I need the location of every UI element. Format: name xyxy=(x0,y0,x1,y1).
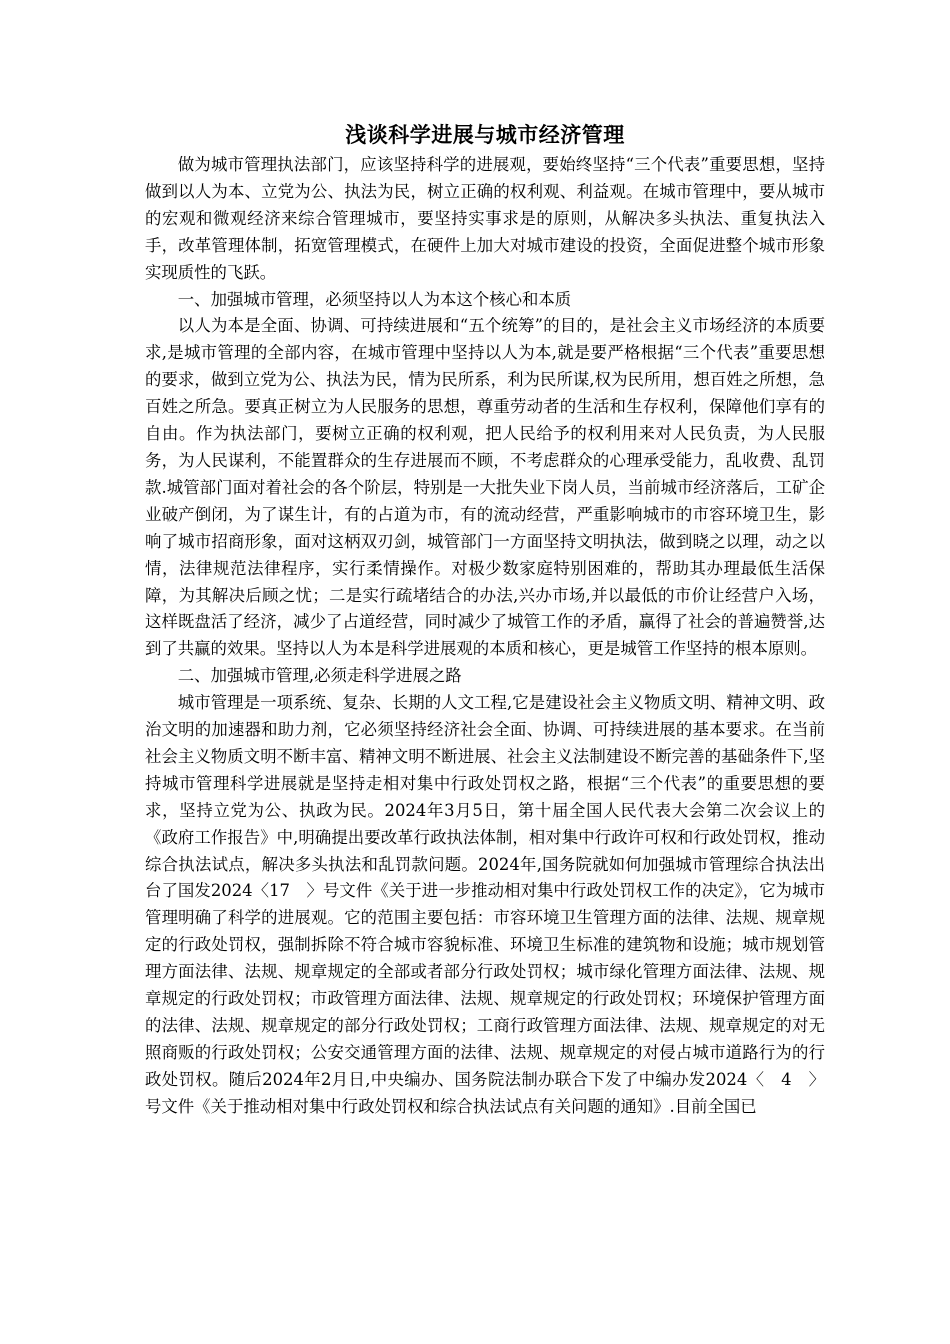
section-heading-2: 二、加强城市管理,必须走科学进展之路 xyxy=(177,666,462,686)
paragraph-intro: 做为城市管理执法部门，应该坚持科学的进展观，要始终坚持“三个代表”重要思想，坚持做到以人为本、立党为公、执法为民，树立正确的权利观、利益观。在城市管理中，要从城市的宏观和微观经济来综合管理城市，要坚持实事求是的原则，从解决多头执法、重复执法入手，改革管理体制，拓宽管理模式，在硬件上加大对城市建设的投资，全面促进整个城市形象实现质性的飞跃。 xyxy=(145,155,825,282)
paragraph-section-2: 城市管理是一项系统、复杂、长期的人文工程,它是建设社会主义物质文明、精神文明、政治文明的加速器和助力剂，它必须坚持经济社会全面、协调、可持续进展的基本要求。在当前社会主义物质文明不断丰富、精神文明不断进展、社会主义法制建设不断完善的基础条件下,坚持城市管理科学进展就是坚持走相对集中行政处罚权之路，根据“三个代表”的重要思想的要求，坚持立党为公、执政为民。2024年3月5日，第十届全国人民代表大会第二次会议上的《政府工作报告》中,明确提出要改革行政执法体制，相对集中行政许可权和行政处罚权，推动综合执法试点，解决多头执法和乱罚款问题。2024年,国务院就如何加强城市管理综合执法出台了国发2024〈17 〉号文件《关于进一步推动相对集中行政处罚权工作的决定》，它为城市管理明确了科学的进展观。它的范围主要包括：市容环境卫生管理方面的法律、法规、规章规定的行政处罚权，强制拆除不符合城市容貌标准、环境卫生标准的建筑物和设施；城市规划管理方面法律、法规、规章规定的全部或者部分行政处罚权；城市绿化管理方面法律、法规、规章规定的行政处罚权；市政管理方面法律、法规、规章规定的行政处罚权；环境保护管理方面的法律、法规、规章规定的部分行政处罚权；工商行政管理方面法律、法规、规章规定的对无照商贩的行政处罚权；公安交通管理方面的法律、法规、规章规定的对侵占城市道路行为的行政处罚权。随后2024年2月日,中央编办、国务院法制办联合下发了中编办发2024〈 4 〉号文件《关于推动相对集中行政处罚权和综合执法试点有关问题的通知》.目前全国已 xyxy=(145,693,825,1116)
paragraph-section-1: 以人为本是全面、协调、可持续进展和“五个统筹”的目的，是社会主义市场经济的本质要求,是城市管理的全部内容，在城市管理中坚持以人为本,就是要严格根据“三个代表”重要思想的要求，做到立党为公、执法为民，情为民所系，利为民所谋,权为民所用，想百姓之所想，急百姓之所急。要真正树立为人民服务的思想，尊重劳动者的生活和生存权利，保障他们享有的自由。作为执法部门，要树立正确的权利观，把人民给予的权利用来对人民负责，为人民服务，为人民谋利，不能置群众的生存进展而不顾，不考虑群众的心理承受能力，乱收费、乱罚款.城管部门面对着社会的各个阶层，特别是一大批失业下岗人员，当前城市经济落后，工矿企业破产倒闭，为了谋生计，有的占道为市，有的流动经营，严重影响城市的市容环境卫生，影响了城市招商形象，面对这柄双刃剑，城管部门一方面坚持文明执法，做到晓之以理，动之以情，法律规范法律程序，实行柔情操作。对极少数家庭特别困难的，帮助其办理最低生活保障，为其解决后顾之忧；二是实行疏堵结合的办法,兴办市场,并以最低的市价让经营户入场，这样既盘活了经济，减少了占道经营，同时减少了城管工作的矛盾，赢得了社会的普遍赞誉,达到了共赢的效果。坚持以人为本是科学进展观的本质和核心，更是城管工作坚持的根本原则。 xyxy=(145,316,825,659)
document-title: 浅谈科学进展与城市经济管理 xyxy=(345,123,625,147)
section-heading-1: 一、加强城市管理，必须坚持以人为本这个核心和本质 xyxy=(177,289,572,309)
document-page xyxy=(145,118,825,1121)
